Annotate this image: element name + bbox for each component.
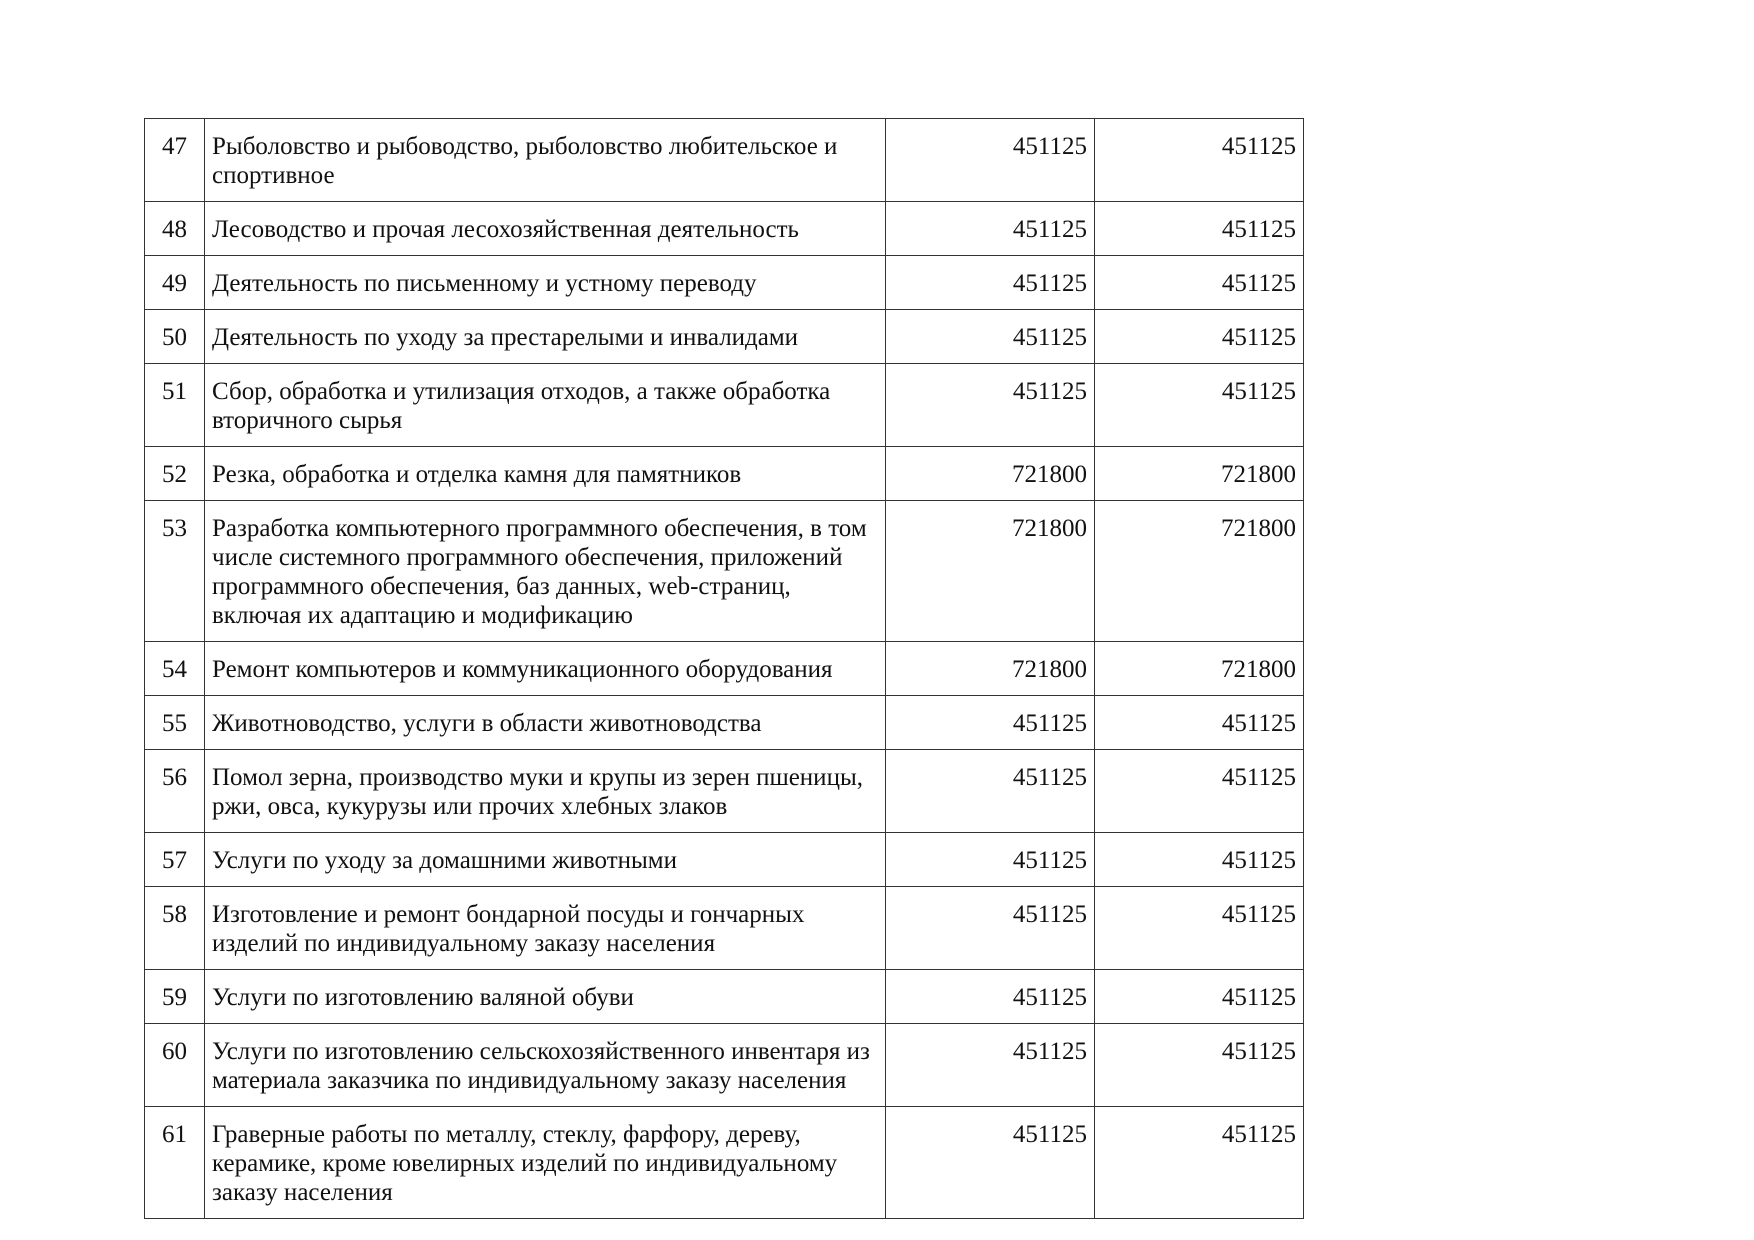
- activity-rates-table: [144, 118, 1304, 1219]
- value-cell-2: 451125: [1095, 310, 1304, 364]
- row-number-cell: 57: [145, 833, 205, 887]
- value-cell-2: 451125: [1095, 202, 1304, 256]
- value-cell-1: 451125: [886, 119, 1095, 202]
- table-row: [145, 833, 1304, 887]
- value-cell-2: 451125: [1095, 119, 1304, 202]
- row-number-cell: 50: [145, 310, 205, 364]
- value-cell-1: 451125: [886, 696, 1095, 750]
- value-cell-2: 451125: [1095, 833, 1304, 887]
- activity-name-cell: Изготовление и ремонт бондарной посуды и гончарных изделий по индивидуальному заказу населения: [205, 887, 886, 970]
- table-row: [145, 696, 1304, 750]
- table-row: [145, 364, 1304, 447]
- table-row: [145, 750, 1304, 833]
- row-number-cell: 54: [145, 642, 205, 696]
- value-cell-1: 451125: [886, 310, 1095, 364]
- row-number-cell: 60: [145, 1024, 205, 1107]
- table-body: [145, 119, 1304, 1219]
- value-cell-1: 451125: [886, 1024, 1095, 1107]
- table-row: [145, 1107, 1304, 1219]
- value-cell-2: 451125: [1095, 887, 1304, 970]
- row-number-cell: 48: [145, 202, 205, 256]
- value-cell-2: 721800: [1095, 642, 1304, 696]
- row-number-cell: 55: [145, 696, 205, 750]
- row-number-cell: 49: [145, 256, 205, 310]
- value-cell-1: 721800: [886, 501, 1095, 642]
- value-cell-1: 451125: [886, 970, 1095, 1024]
- value-cell-1: 451125: [886, 256, 1095, 310]
- activity-name-cell: Резка, обработка и отделка камня для памятников: [205, 447, 886, 501]
- value-cell-2: 451125: [1095, 1024, 1304, 1107]
- value-cell-2: 451125: [1095, 970, 1304, 1024]
- row-number-cell: 58: [145, 887, 205, 970]
- activity-name-cell: Деятельность по письменному и устному переводу: [205, 256, 886, 310]
- row-number-cell: 53: [145, 501, 205, 642]
- value-cell-1: 451125: [886, 202, 1095, 256]
- activity-name-cell: Услуги по уходу за домашними животными: [205, 833, 886, 887]
- row-number-cell: 61: [145, 1107, 205, 1219]
- activity-name-cell: Лесоводство и прочая лесохозяйственная деятельность: [205, 202, 886, 256]
- activity-name-cell: Услуги по изготовлению сельскохозяйственного инвентаря из материала заказчика по индивидуальному заказу населения: [205, 1024, 886, 1107]
- table-row: [145, 887, 1304, 970]
- value-cell-2: 451125: [1095, 256, 1304, 310]
- value-cell-1: 451125: [886, 750, 1095, 833]
- value-cell-1: 451125: [886, 1107, 1095, 1219]
- table-row: [145, 202, 1304, 256]
- table-row: [145, 501, 1304, 642]
- row-number-cell: 52: [145, 447, 205, 501]
- value-cell-2: 451125: [1095, 1107, 1304, 1219]
- table-row: [145, 256, 1304, 310]
- activity-name-cell: Рыболовство и рыбоводство, рыболовство любительское и спортивное: [205, 119, 886, 202]
- value-cell-2: 451125: [1095, 696, 1304, 750]
- activity-name-cell: Животноводство, услуги в области животноводства: [205, 696, 886, 750]
- table-row: [145, 310, 1304, 364]
- row-number-cell: 59: [145, 970, 205, 1024]
- activity-name-cell: Помол зерна, производство муки и крупы из зерен пшеницы, ржи, овса, кукурузы или прочих хлебных злаков: [205, 750, 886, 833]
- value-cell-1: 721800: [886, 642, 1095, 696]
- row-number-cell: 47: [145, 119, 205, 202]
- value-cell-2: 451125: [1095, 364, 1304, 447]
- value-cell-1: 451125: [886, 364, 1095, 447]
- activity-name-cell: Услуги по изготовлению валяной обуви: [205, 970, 886, 1024]
- table-row: [145, 642, 1304, 696]
- activity-name-cell: Разработка компьютерного программного обеспечения, в том числе системного программного обеспечения, приложений программного обеспечения, баз данных, web-страниц, включая их адаптацию и модификацию: [205, 501, 886, 642]
- table-row: [145, 970, 1304, 1024]
- value-cell-1: 451125: [886, 887, 1095, 970]
- value-cell-2: 721800: [1095, 501, 1304, 642]
- row-number-cell: 56: [145, 750, 205, 833]
- value-cell-1: 721800: [886, 447, 1095, 501]
- value-cell-2: 451125: [1095, 750, 1304, 833]
- activity-name-cell: Граверные работы по металлу, стеклу, фарфору, дереву, керамике, кроме ювелирных изделий по индивидуальному заказу населения: [205, 1107, 886, 1219]
- table-row: [145, 1024, 1304, 1107]
- value-cell-1: 451125: [886, 833, 1095, 887]
- row-number-cell: 51: [145, 364, 205, 447]
- table-row: [145, 447, 1304, 501]
- value-cell-2: 721800: [1095, 447, 1304, 501]
- table-row: [145, 119, 1304, 202]
- activity-name-cell: Сбор, обработка и утилизация отходов, а также обработка вторичного сырья: [205, 364, 886, 447]
- activity-name-cell: Деятельность по уходу за престарелыми и инвалидами: [205, 310, 886, 364]
- activity-name-cell: Ремонт компьютеров и коммуникационного оборудования: [205, 642, 886, 696]
